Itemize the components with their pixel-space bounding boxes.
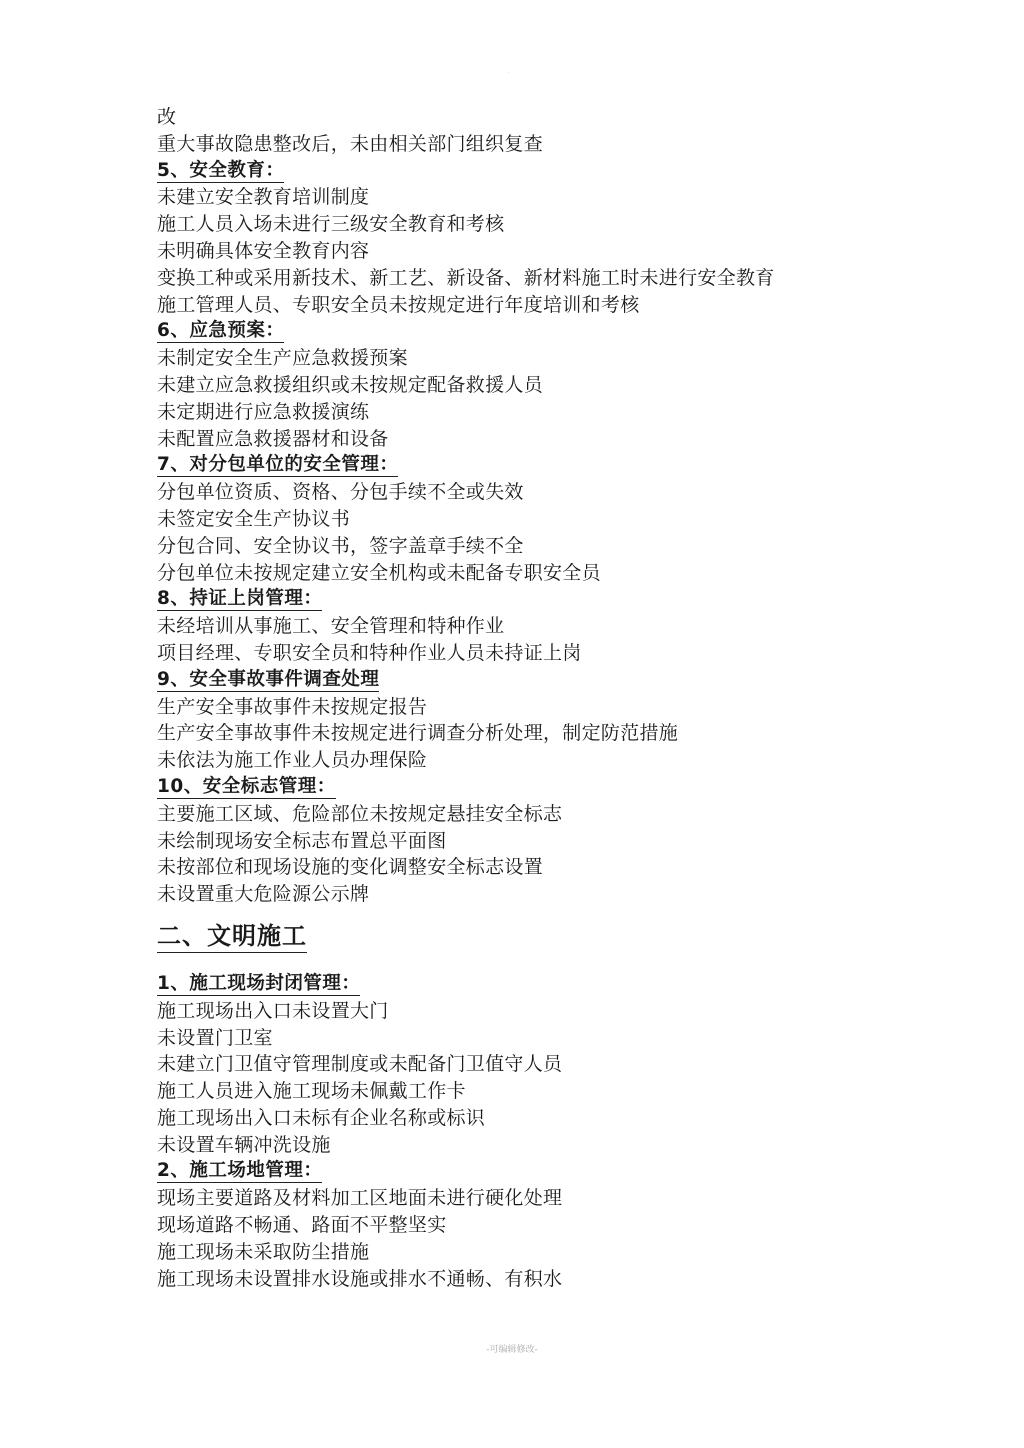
list-item: 未建立应急救援组织或未按规定配备救援人员: [157, 373, 544, 396]
list-item: 未设置车辆冲洗设施: [157, 1133, 331, 1156]
section-heading-text: 10、安全标志管理：: [157, 775, 336, 797]
section-heading-text: 6、应急预案：: [157, 320, 285, 342]
list-item: 未依法为施工作业人员办理保险: [157, 749, 428, 772]
list-item: 施工管理人员、专职安全员未按规定进行年度培训和考核: [157, 293, 640, 316]
list-item: 未按部位和现场设施的变化调整安全标志设置: [157, 856, 544, 879]
list-item: 生产安全事故事件未按规定报告: [157, 695, 428, 718]
text-line: 改: [157, 106, 177, 128]
section-heading-text: 8、持证上岗管理：: [157, 588, 323, 610]
list-item: 未设置重大危险源公示牌: [157, 883, 370, 906]
list-item: 未建立门卫值守管理制度或未配备门卫值守人员: [157, 1053, 563, 1076]
part-title-text: 二、文明施工: [157, 922, 307, 953]
list-item: 分包单位资质、资格、分包手续不全或失效: [157, 481, 524, 504]
list-item: 分包单位未按规定建立安全机构或未配备专职安全员: [157, 561, 601, 584]
section-heading: [157, 586, 857, 613]
list-item: 施工现场出入口未设置大门: [157, 999, 389, 1022]
list-item: 未经培训从事施工、安全管理和特种作业: [157, 615, 505, 638]
section-heading-text: 2、施工场地管理：: [157, 1160, 323, 1182]
section-heading: [157, 318, 857, 345]
section-heading: [157, 1158, 857, 1185]
list-item: 变换工种或采用新技术、新工艺、新设备、新材料施工时未进行安全教育: [157, 266, 775, 289]
part-title: [157, 918, 857, 954]
list-item: 项目经理、专职安全员和特种作业人员未持证上岗: [157, 641, 582, 664]
document-page: [157, 104, 857, 1292]
section-heading: [157, 158, 857, 185]
list-item: 生产安全事故事件未按规定进行调查分析处理，制定防范措施: [157, 722, 679, 745]
list-item: 未建立安全教育培训制度: [157, 186, 370, 209]
list-item: 分包合同、安全协议书，签字盖章手续不全: [157, 534, 524, 557]
list-item: 未签定安全生产协议书: [157, 507, 351, 530]
page-top-mark: ·: [508, 70, 510, 77]
section-heading: [157, 667, 857, 694]
section-heading-text: 5、安全教育：: [157, 159, 285, 181]
list-item: 未绘制现场安全标志布置总平面图: [157, 829, 447, 852]
list-item: 未定期进行应急救援演练: [157, 400, 370, 423]
list-item: 未明确具体安全教育内容: [157, 239, 370, 262]
list-item: 施工现场出入口未标有企业名称或标识: [157, 1106, 486, 1129]
list-item: 现场道路不畅通、路面不平整坚实: [157, 1214, 447, 1237]
list-item: 未制定安全生产应急救援预案: [157, 347, 408, 370]
list-item: 施工现场未设置排水设施或排水不通畅、有积水: [157, 1267, 563, 1290]
page-footer: -可编辑修改-: [486, 1345, 538, 1355]
list-item: 未配置应急救援器材和设备: [157, 427, 389, 450]
list-item: 施工现场未采取防尘措施: [157, 1240, 370, 1263]
section-heading: [157, 452, 857, 479]
list-item: 现场主要道路及材料加工区地面未进行硬化处理: [157, 1187, 563, 1210]
section-heading: [157, 971, 857, 998]
text-line: 重大事故隐患整改后，未由相关部门组织复查: [157, 132, 544, 155]
section-heading: [157, 774, 857, 801]
section-heading-text: 9、安全事故事件调查处理: [157, 668, 380, 690]
list-item: 未设置门卫室: [157, 1026, 273, 1049]
list-item: 施工人员进入施工现场未佩戴工作卡: [157, 1080, 466, 1103]
section-heading-text: 7、对分包单位的安全管理：: [157, 454, 399, 476]
list-item: 主要施工区域、危险部位未按规定悬挂安全标志: [157, 802, 563, 825]
list-item: 施工人员入场未进行三级安全教育和考核: [157, 213, 505, 236]
section-heading-text: 1、施工现场封闭管理：: [157, 972, 361, 994]
